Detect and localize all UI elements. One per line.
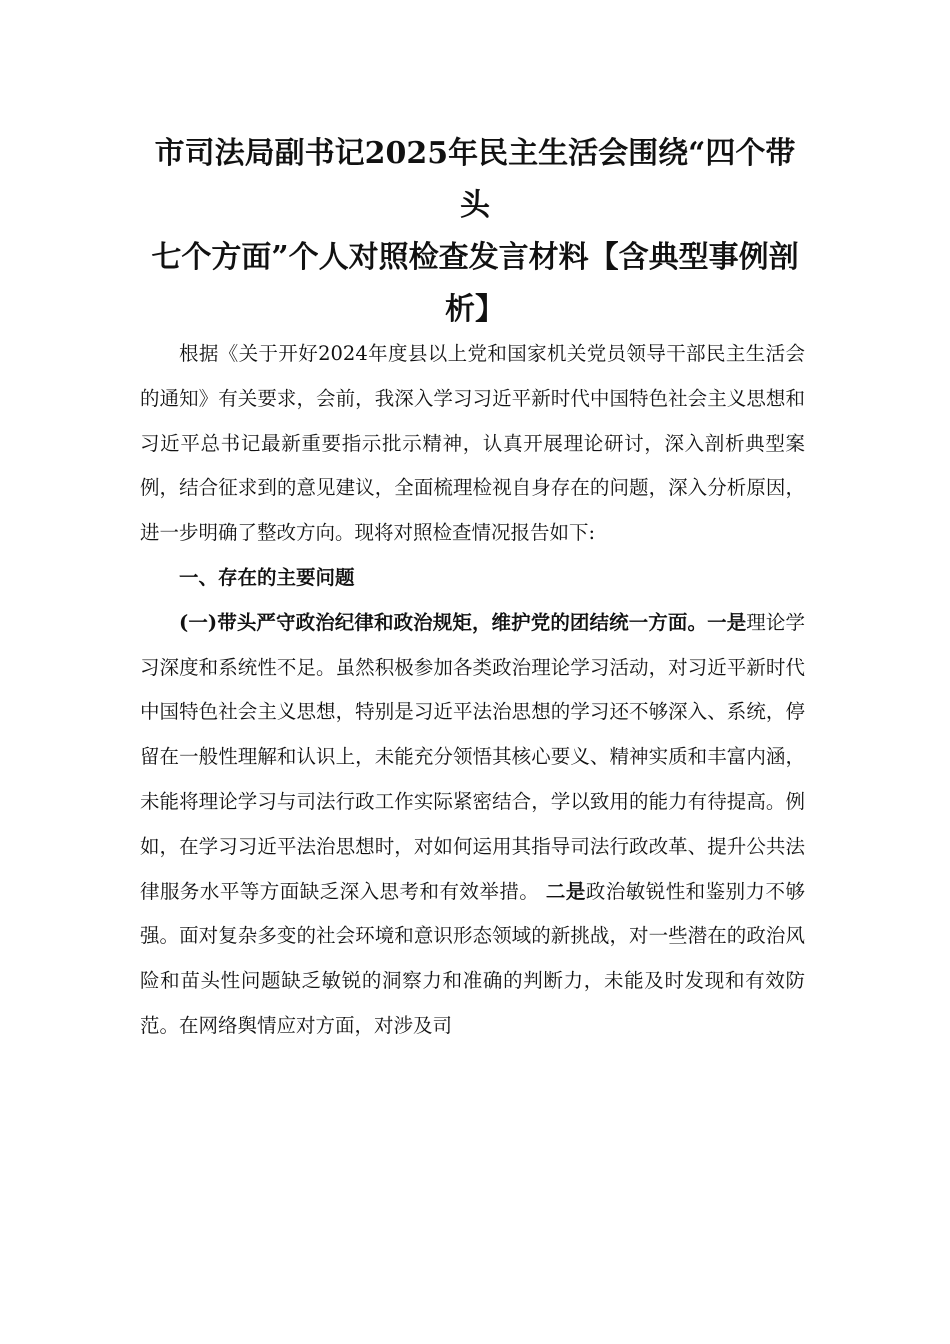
- document-body: [140, 332, 805, 1049]
- intro-paragraph: 根据《关于开好2024年度县以上党和国家机关党员领导干部民主生活会的通知》有关要求，会前，我深入学习习近平新时代中国特色社会主义思想和习近平总书记最新重要指示批示精神，认真开展理论研讨，深入剖析典型案例，结合征求到的意见建议，全面梳理检视自身存在的问题，深入分析原因，进一步明确了整改方向。现将对照检查情况报告如下:: [140, 342, 805, 545]
- title-line-3: 析】: [445, 292, 505, 327]
- section-paragraph: [140, 601, 805, 1049]
- point-1-label: 一是: [707, 610, 747, 634]
- point-2-text: 政治敏锐性和鉴别力不够强。面对复杂多变的社会环境和意识形态领域的新挑战，对一些潜在的政治风险和苗头性问题缺乏敏锐的洞察力和准确的判断力，未能及时发现和有效防范。在网络舆情应对方面，对涉及司: [140, 879, 805, 1037]
- section-heading: 一、存在的主要问题: [179, 565, 355, 589]
- title-line-2: 七个方面”个人对照检查发言材料【含典型事例剖: [151, 240, 799, 275]
- document-title: [140, 128, 810, 336]
- sub-heading: (一)带头严守政治纪律和政治规矩，维护党的团结统一方面。: [179, 610, 708, 634]
- point-2-label: 二是: [545, 879, 586, 903]
- title-line-1: 市司法局副书记2025年民主生活会围绕“四个带头: [154, 136, 796, 223]
- point-1-text: 理论学习深度和系统性不足。虽然积极参加各类政治理论学习活动，对习近平新时代中国特色社会主义思想，特别是习近平法治思想的学习还不够深入、系统，停留在一般性理解和认识上，未能充分领悟其核心要义、精神实质和丰富内涵，未能将理论学习与司法行政工作实际紧密结合，学以致用的能力有待提高。例如，在学习习近平法治思想时，对如何运用其指导司法行政改革、提升公共法律服务水平等方面缺乏深入思考和有效举措。: [140, 610, 805, 903]
